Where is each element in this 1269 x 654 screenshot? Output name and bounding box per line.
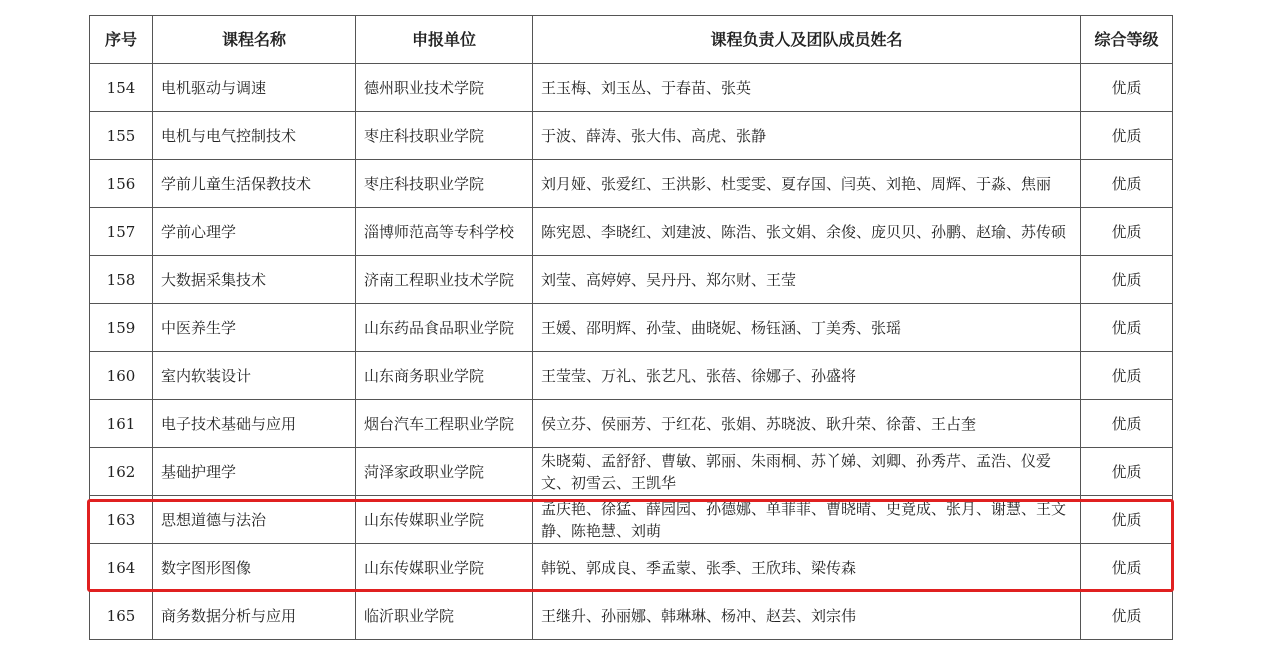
- cell-team: 孟庆艳、徐猛、薛园园、孙德娜、单菲菲、曹晓晴、史竟成、张月、谢慧、王文静、陈艳慧、刘萌: [533, 496, 1081, 544]
- cell-course-name: 学前儿童生活保教技术: [153, 160, 356, 208]
- cell-course-name: 大数据采集技术: [153, 256, 356, 304]
- table-row: [90, 448, 1173, 496]
- cell-unit: 山东药品食品职业学院: [356, 304, 533, 352]
- cell-team: 朱晓菊、孟舒舒、曹敏、郭丽、朱雨桐、苏丫娣、刘卿、孙秀芹、孟浩、仪爱文、初雪云、王凯华: [533, 448, 1081, 496]
- cell-course-name: 室内软装设计: [153, 352, 356, 400]
- cell-team: 王玉梅、刘玉丛、于春苗、张英: [533, 64, 1081, 112]
- table-row: [90, 592, 1173, 640]
- table-row: [90, 256, 1173, 304]
- cell-unit: 山东传媒职业学院: [356, 496, 533, 544]
- cell-team: 刘月娅、张爱红、王洪影、杜雯雯、夏存国、闫英、刘艳、周辉、于淼、焦丽: [533, 160, 1081, 208]
- cell-unit: 枣庄科技职业学院: [356, 160, 533, 208]
- cell-no: 154: [90, 64, 153, 112]
- table-row: [90, 208, 1173, 256]
- cell-course-name: 商务数据分析与应用: [153, 592, 356, 640]
- table-row: [90, 544, 1173, 592]
- cell-grade: 优质: [1081, 112, 1173, 160]
- cell-team: 王继升、孙丽娜、韩琳琳、杨冲、赵芸、刘宗伟: [533, 592, 1081, 640]
- cell-unit: 德州职业技术学院: [356, 64, 533, 112]
- table-row: [90, 112, 1173, 160]
- header-team: 课程负责人及团队成员姓名: [533, 16, 1081, 64]
- table-row: [90, 64, 1173, 112]
- cell-unit: 山东传媒职业学院: [356, 544, 533, 592]
- header-row: [90, 16, 1173, 64]
- cell-grade: 优质: [1081, 64, 1173, 112]
- header-unit: 申报单位: [356, 16, 533, 64]
- cell-course-name: 电子技术基础与应用: [153, 400, 356, 448]
- course-table: [89, 15, 1173, 640]
- header-name: 课程名称: [153, 16, 356, 64]
- header-grade: 综合等级: [1081, 16, 1173, 64]
- cell-grade: 优质: [1081, 496, 1173, 544]
- cell-unit: 淄博师范高等专科学校: [356, 208, 533, 256]
- cell-course-name: 数字图形图像: [153, 544, 356, 592]
- header-no: 序号: [90, 16, 153, 64]
- cell-unit: 山东商务职业学院: [356, 352, 533, 400]
- table-row: [90, 496, 1173, 544]
- table-body: [90, 64, 1173, 640]
- cell-grade: 优质: [1081, 544, 1173, 592]
- cell-grade: 优质: [1081, 400, 1173, 448]
- cell-course-name: 电机与电气控制技术: [153, 112, 356, 160]
- cell-unit: 枣庄科技职业学院: [356, 112, 533, 160]
- table-row: [90, 160, 1173, 208]
- cell-team: 韩锐、郭成良、季孟蒙、张季、王欣玮、梁传森: [533, 544, 1081, 592]
- cell-no: 157: [90, 208, 153, 256]
- table-row: [90, 400, 1173, 448]
- cell-course-name: 学前心理学: [153, 208, 356, 256]
- cell-no: 156: [90, 160, 153, 208]
- cell-team: 王媛、邵明辉、孙莹、曲晓妮、杨钰涵、丁美秀、张瑶: [533, 304, 1081, 352]
- cell-no: 165: [90, 592, 153, 640]
- cell-grade: 优质: [1081, 160, 1173, 208]
- cell-no: 160: [90, 352, 153, 400]
- cell-no: 162: [90, 448, 153, 496]
- table-row: [90, 352, 1173, 400]
- cell-grade: 优质: [1081, 208, 1173, 256]
- cell-no: 159: [90, 304, 153, 352]
- cell-grade: 优质: [1081, 352, 1173, 400]
- cell-unit: 菏泽家政职业学院: [356, 448, 533, 496]
- cell-unit: 临沂职业学院: [356, 592, 533, 640]
- table-row: [90, 304, 1173, 352]
- cell-team: 刘莹、高婷婷、吴丹丹、郑尔财、王莹: [533, 256, 1081, 304]
- cell-no: 163: [90, 496, 153, 544]
- cell-no: 158: [90, 256, 153, 304]
- cell-team: 于波、薛涛、张大伟、高虎、张静: [533, 112, 1081, 160]
- cell-grade: 优质: [1081, 256, 1173, 304]
- cell-team: 侯立芬、侯丽芳、于红花、张娟、苏晓波、耿升荣、徐蕾、王占奎: [533, 400, 1081, 448]
- cell-course-name: 中医养生学: [153, 304, 356, 352]
- cell-course-name: 思想道德与法治: [153, 496, 356, 544]
- cell-unit: 济南工程职业技术学院: [356, 256, 533, 304]
- cell-grade: 优质: [1081, 448, 1173, 496]
- cell-grade: 优质: [1081, 592, 1173, 640]
- cell-team: 陈宪恩、李晓红、刘建波、陈浩、张文娟、余俊、庞贝贝、孙鹏、赵瑜、苏传硕: [533, 208, 1081, 256]
- cell-unit: 烟台汽车工程职业学院: [356, 400, 533, 448]
- cell-course-name: 电机驱动与调速: [153, 64, 356, 112]
- cell-no: 155: [90, 112, 153, 160]
- cell-no: 164: [90, 544, 153, 592]
- cell-team: 王莹莹、万礼、张艺凡、张蓓、徐娜子、孙盛将: [533, 352, 1081, 400]
- cell-no: 161: [90, 400, 153, 448]
- cell-grade: 优质: [1081, 304, 1173, 352]
- cell-course-name: 基础护理学: [153, 448, 356, 496]
